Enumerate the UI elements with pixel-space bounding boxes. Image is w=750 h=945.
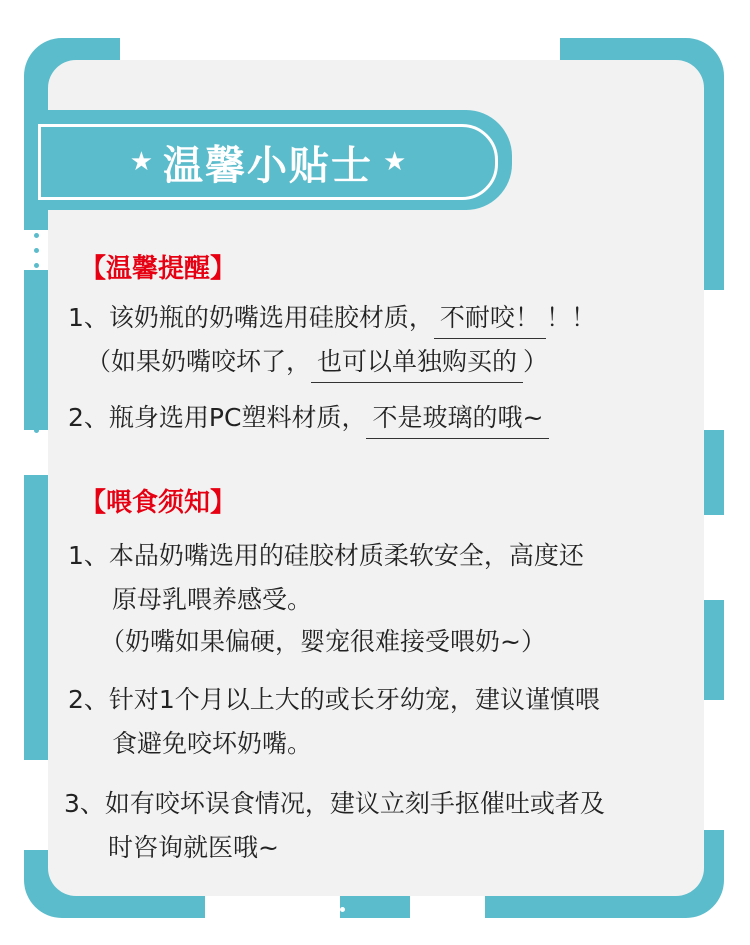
reminder-item-1-suffix: ！！ <box>545 303 596 332</box>
reminder-note-suffix: ） <box>523 347 549 376</box>
reminder-heading: 【温馨提醒】 <box>80 254 237 284</box>
reminder-item-2-text: 2、瓶身选用PC塑料材质， <box>68 403 367 432</box>
feeding-item-3-line-2: 时咨询就医哦~ <box>108 833 279 862</box>
feeding-item-1-line-2: 原母乳喂养感受。 <box>112 585 313 614</box>
reminder-item-1-underlined: 不耐咬！ <box>434 303 546 339</box>
reminder-item-1 <box>68 298 596 334</box>
star-icon-left: ★ <box>129 147 153 177</box>
tips-banner <box>38 124 498 200</box>
reminder-item-1-note <box>86 342 548 378</box>
left-notch-2 <box>24 430 48 475</box>
reminder-item-2 <box>68 398 549 434</box>
bottom-dots <box>228 907 345 912</box>
reminder-note-underlined: 也可以单独购买的 <box>311 347 523 383</box>
right-dots <box>712 712 717 822</box>
reminder-item-2-underlined: 不是玻璃的哦~ <box>366 403 549 439</box>
top-dots <box>228 44 537 49</box>
feeding-heading: 【喂食须知】 <box>80 488 237 518</box>
star-icon-right: ★ <box>383 147 407 177</box>
left-dots <box>34 218 39 433</box>
feeding-item-2-line-2: 食避免咬坏奶嘴。 <box>112 729 313 758</box>
feeding-item-3-line-1: 3、如有咬坏误食情况，建议立刻手抠催吐或者及 <box>64 789 605 818</box>
feeding-item-1-note: （奶嘴如果偏硬，婴宠很难接受喂奶~） <box>100 627 546 656</box>
top-notch <box>120 38 560 60</box>
left-notch-3 <box>24 760 48 850</box>
feeding-item-1-line-1: 1、本品奶嘴选用的硅胶材质柔软安全，高度还 <box>68 541 584 570</box>
bottom-notch-2 <box>410 896 485 918</box>
banner-title: 温馨小贴士 <box>163 142 373 189</box>
right-notch-1 <box>704 290 724 430</box>
right-notch-2 <box>704 515 724 600</box>
feeding-item-2-line-1: 2、针对1个月以上大的或长牙幼宠，建议谨慎喂 <box>68 685 600 714</box>
reminder-note-text: （如果奶嘴咬坏了， <box>86 347 312 376</box>
reminder-item-1-text: 1、该奶瓶的奶嘴选用硅胶材质， <box>68 303 434 332</box>
